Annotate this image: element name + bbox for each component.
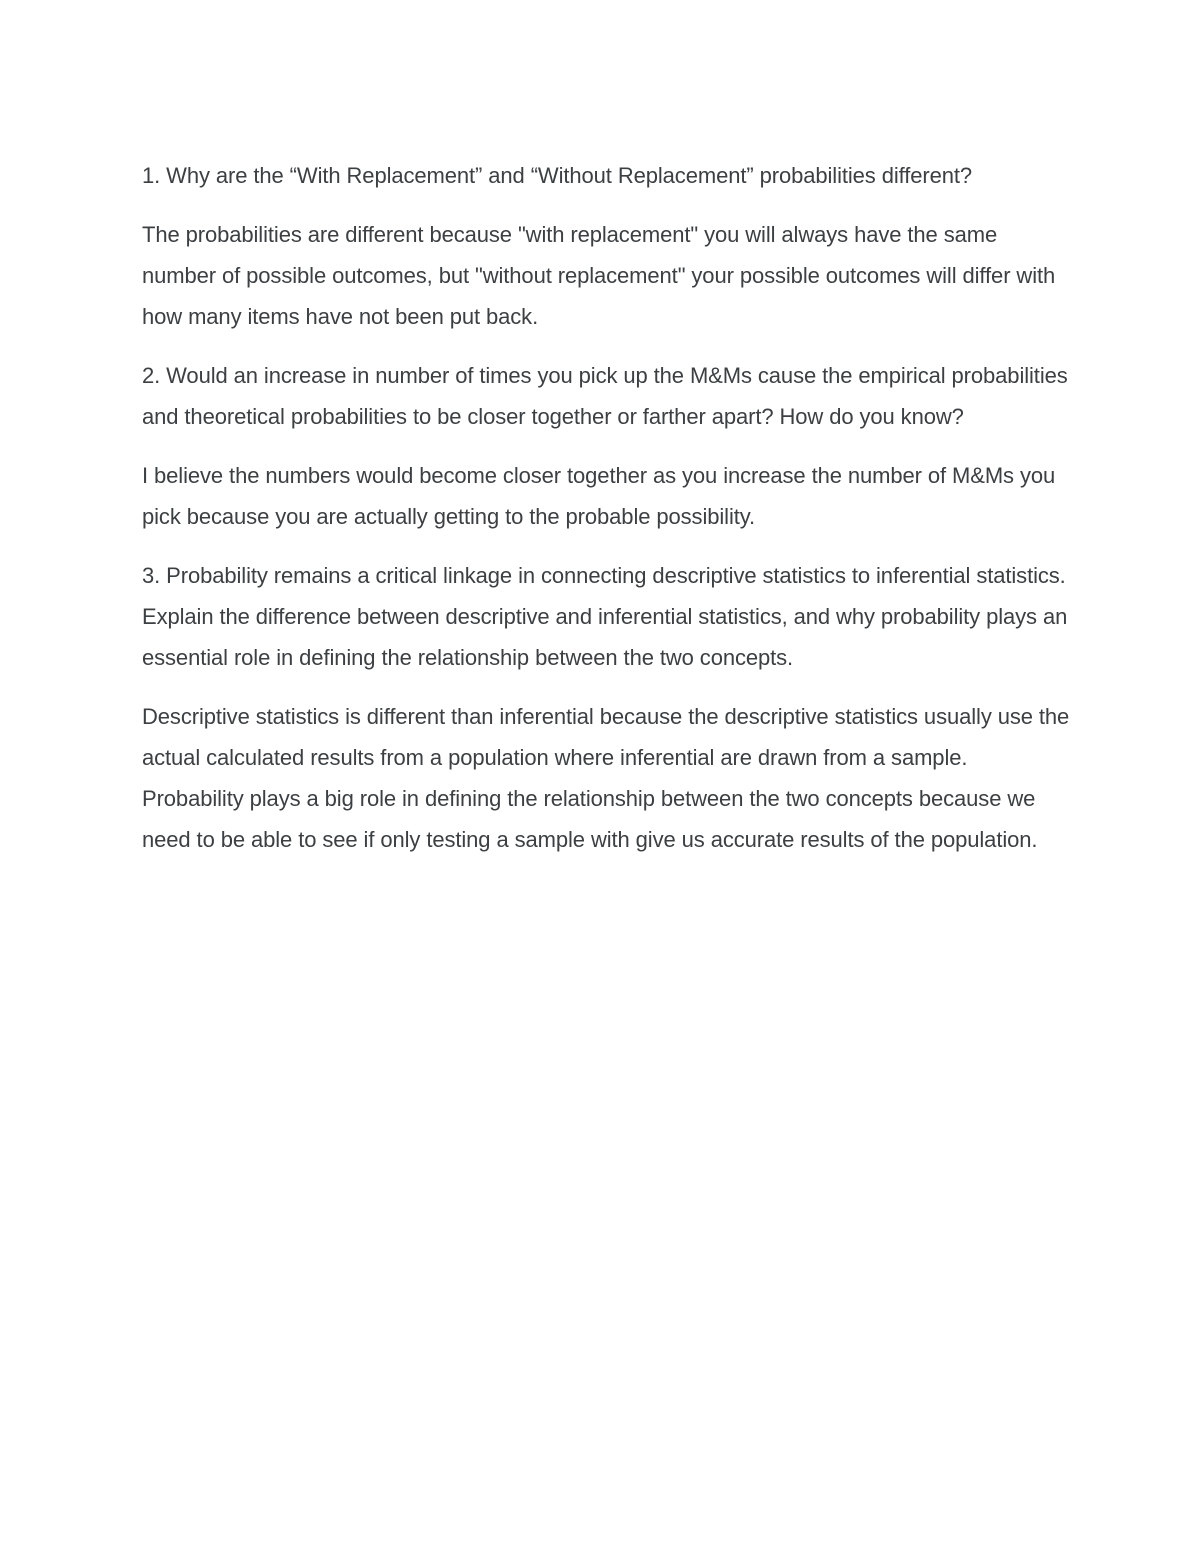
answer-3: Descriptive statistics is different than inferential because the descriptive statistics usually use the actual calculated results from a population where inferential are drawn from a sample. Probability plays a big role in defining the relationship between the two concepts because we need to be able to see if only testing a sample with give us accurate results of the population.	[142, 704, 1070, 852]
question-3: 3. Probability remains a critical linkage in connecting descriptive statistics to inferential statistics. Explain the difference between descriptive and inferential statistics, and why probability plays an essential role in defining the relationship between the two concepts.	[142, 563, 1068, 670]
document-body	[142, 155, 1072, 878]
answer-2: I believe the numbers would become closer together as you increase the number of M&Ms you pick because you are actually getting to the probable possibility.	[142, 463, 1056, 529]
question-2: 2. Would an increase in number of times you pick up the M&Ms cause the empirical probabilities and theoretical probabilities to be closer together or farther apart? How do you know?	[142, 363, 1068, 429]
answer-1: The probabilities are different because "with replacement" you will always have the same number of possible outcomes, but "without replacement" your possible outcomes will differ with how many items have not been put back.	[142, 222, 1056, 329]
question-1: 1. Why are the “With Replacement” and “Without Replacement” probabilities different?	[142, 163, 973, 188]
